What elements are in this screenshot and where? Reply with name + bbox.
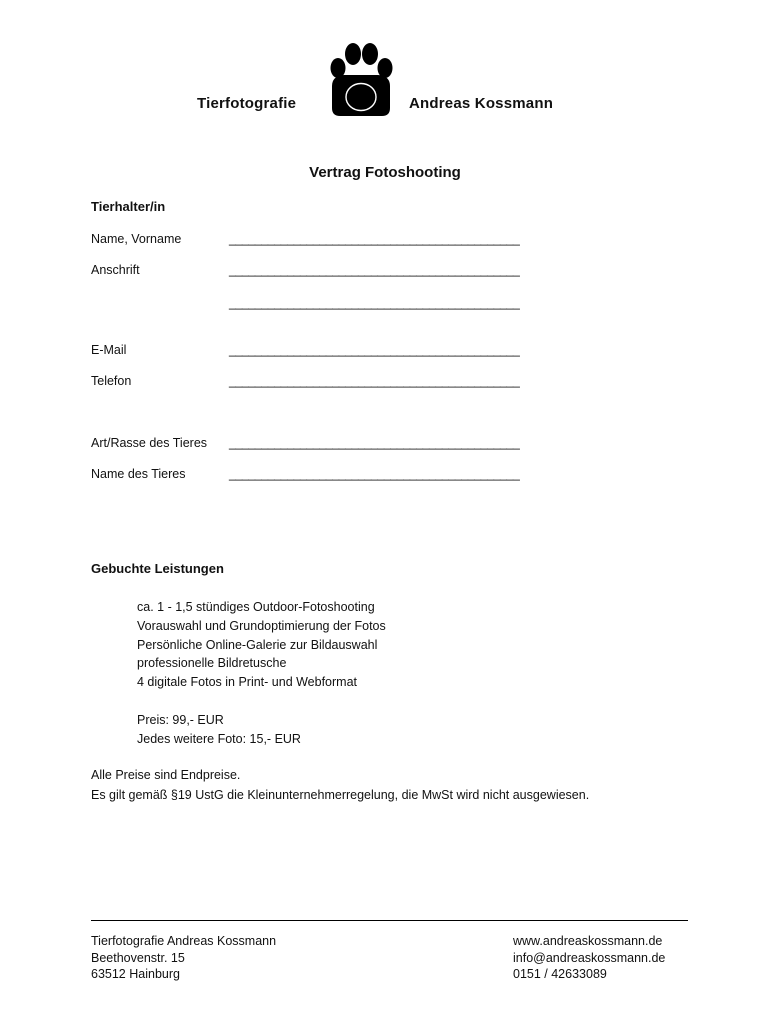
services-heading: Gebuchte Leistungen xyxy=(91,561,224,576)
field-line-phone: _____________________________________________ xyxy=(229,374,520,388)
footer-phone: 0151 / 42633089 xyxy=(513,967,607,981)
field-label-breed: Art/Rasse des Tieres xyxy=(91,436,208,450)
footer-city: 63512 Hainburg xyxy=(91,967,180,981)
extra-price: Jedes weitere Foto: 15,- EUR xyxy=(137,732,301,746)
footer-divider xyxy=(91,920,688,921)
footer-email: info@andreaskossmann.de xyxy=(513,950,666,965)
brand-name-right: Andreas Kossmann xyxy=(409,95,554,112)
field-label-phone: Telefon xyxy=(91,374,132,388)
service-item: ca. 1 - 1,5 stündiges Outdoor-Fotoshooting xyxy=(137,600,375,614)
services-list xyxy=(137,598,386,692)
field-line-email: _____________________________________________ xyxy=(229,343,520,357)
service-item: professionelle Bildretusche xyxy=(137,656,287,671)
field-label-address: Anschrift xyxy=(91,263,140,277)
page-title: Vertrag Fotoshooting xyxy=(309,164,461,181)
field-line-address: _____________________________________________ xyxy=(229,263,520,277)
paw-camera-icon xyxy=(322,42,400,120)
field-label-email: E-Mail xyxy=(91,343,127,357)
field-line-breed: _____________________________________________ xyxy=(229,436,520,450)
field-label-name: Name, Vorname xyxy=(91,232,182,246)
field-line-address-2: _____________________________________________ xyxy=(229,296,520,310)
brand-name-left: Tierfotografie xyxy=(197,95,297,112)
price: Preis: 99,- EUR xyxy=(137,713,224,727)
service-item: Persönliche Online-Galerie zur Bildauswahl xyxy=(137,637,378,652)
footer-website: www.andreaskossmann.de xyxy=(513,934,663,948)
notes xyxy=(91,766,589,805)
note-prices: Alle Preise sind Endpreise. xyxy=(91,768,241,782)
footer-address xyxy=(91,933,276,983)
field-line-name: _____________________________________________ xyxy=(229,232,520,246)
footer-street: Beethovenstr. 15 xyxy=(91,950,185,965)
note-tax: Es gilt gemäß §19 UstG die Kleinunternehmerregelung, die MwSt wird nicht ausgewiesen. xyxy=(91,787,590,802)
footer-contact xyxy=(513,933,665,983)
field-line-pet-name: _____________________________________________ xyxy=(229,467,520,481)
footer-company: Tierfotografie Andreas Kossmann xyxy=(91,934,277,948)
service-item: 4 digitale Fotos in Print- und Webformat xyxy=(137,675,358,690)
field-label-pet-name: Name des Tieres xyxy=(91,467,186,481)
service-item: Vorauswahl und Grundoptimierung der Fotos xyxy=(137,618,386,633)
owner-section-heading: Tierhalter/in xyxy=(91,199,166,214)
